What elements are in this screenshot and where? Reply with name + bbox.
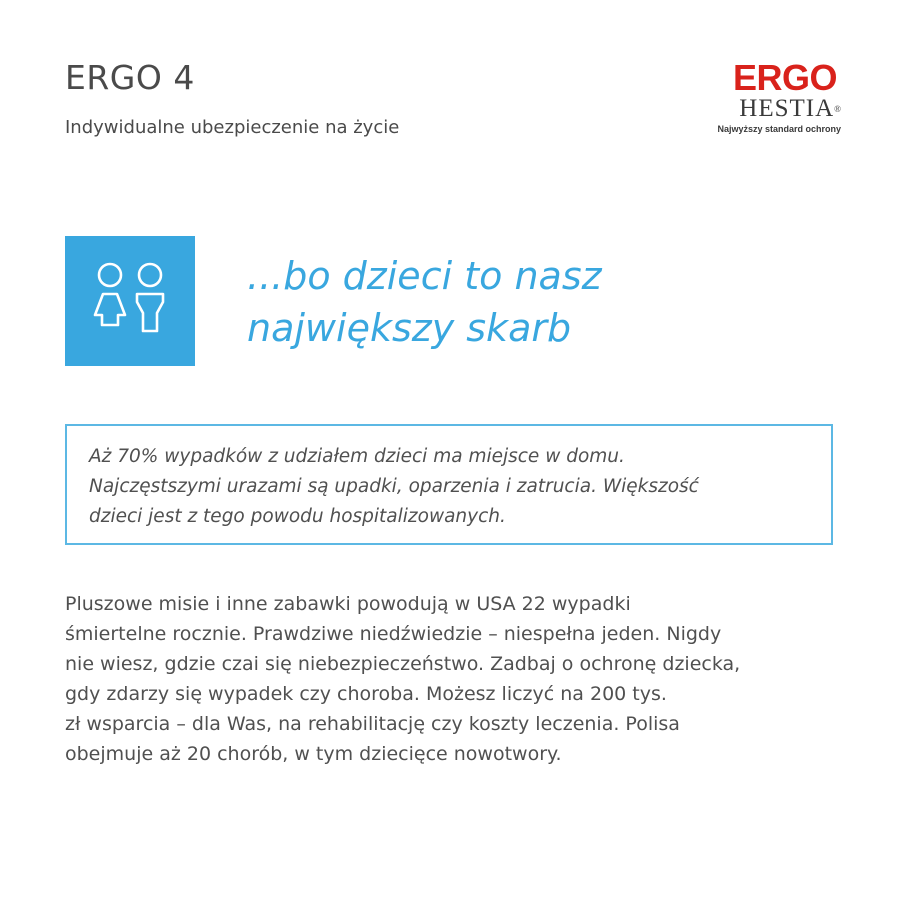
fact-line: Aż 70% wypadków z udziałem dzieci ma miejsce w domu. (89, 446, 625, 467)
headline-line: ...bo dzieci to nasz (247, 254, 602, 298)
logo-ergo: ERGO (732, 57, 837, 98)
body-line: zł wsparcia – dla Was, na rehabilitację czy koszty leczenia. Polisa (65, 713, 680, 735)
children-icon (65, 236, 195, 366)
fact-line: dzieci jest z tego powodu hospitalizowanych. (89, 506, 506, 527)
fact-callout-box (65, 424, 833, 545)
children-icon-tile (65, 236, 195, 366)
logo-tagline: Najwyższy standard ochrony (717, 124, 841, 134)
body-paragraph (65, 589, 740, 769)
body-line: obejmuje aż 20 chorób, w tym dziecięce nowotwory. (65, 743, 562, 765)
page-title: ERGO 4 (65, 58, 195, 97)
body-line: nie wiesz, gdzie czai się niebezpieczeństwo. Zadbaj o ochronę dziecka, (65, 653, 741, 675)
ergo-hestia-logo (700, 57, 845, 134)
body-line: gdy zdarzy się wypadek czy choroba. Możesz liczyć na 200 tys. (65, 683, 667, 705)
page-subtitle: Indywidualne ubezpieczenie na życie (65, 117, 400, 138)
headline (247, 250, 602, 354)
fact-text (89, 442, 821, 532)
fact-line: Najczęstszymi urazami są upadki, oparzenia i zatrucia. Większość (89, 476, 699, 497)
headline-line: największy skarb (247, 306, 572, 350)
body-line: śmiertelne rocznie. Prawdziwe niedźwiedzie – niespełna jeden. Nigdy (65, 623, 722, 645)
body-line: Pluszowe misie i inne zabawki powodują w USA 22 wypadki (65, 593, 631, 615)
logo-hestia: HESTIA® (739, 95, 841, 122)
